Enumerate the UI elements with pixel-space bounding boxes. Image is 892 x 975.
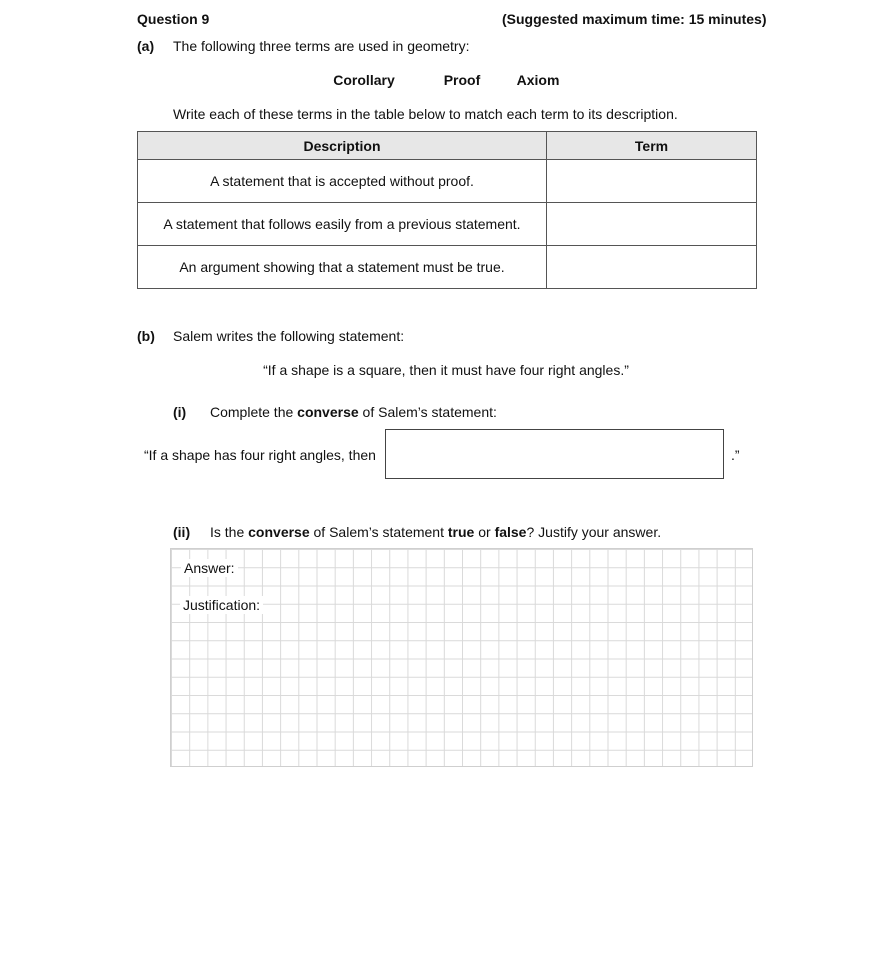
part-ii-converse-word: converse (248, 524, 310, 540)
description-cell: A statement that is accepted without proof. (138, 160, 547, 203)
converse-sentence-start: “If a shape has four right angles, then (144, 447, 376, 463)
part-b-intro: Salem writes the following statement: (173, 328, 405, 344)
part-b-marker: (b) (137, 328, 155, 344)
table-row (138, 246, 757, 289)
table-header-row (138, 132, 757, 160)
table-row (138, 160, 757, 203)
part-a-marker: (a) (137, 38, 155, 54)
term-answer-cell[interactable] (547, 160, 757, 203)
part-i-marker: (i) (173, 404, 187, 420)
converse-sentence-end: .” (731, 447, 740, 463)
part-ii-prompt (210, 524, 661, 540)
suggested-time: (Suggested maximum time: 15 minutes) (502, 11, 767, 27)
part-ii-text-2: of Salem’s statement (309, 524, 448, 540)
description-cell: A statement that follows easily from a previous statement. (138, 203, 547, 246)
part-i-text-after: of Salem’s statement: (358, 404, 497, 420)
description-cell: An argument showing that a statement must be true. (138, 246, 547, 289)
part-ii-true-word: true (447, 524, 475, 540)
term-axiom: Axiom (516, 72, 560, 88)
part-ii-false-word: false (494, 524, 527, 540)
part-a-intro: The following three terms are used in geometry: (173, 38, 470, 54)
term-answer-cell[interactable] (547, 246, 757, 289)
part-ii-text-4: ? Justify your answer. (526, 524, 662, 540)
part-i-text-before: Complete the (210, 404, 298, 420)
justification-label: Justification: (180, 596, 263, 614)
part-a-instruction: Write each of these terms in the table below to match each term to its description. (173, 106, 678, 122)
question-number: Question 9 (137, 11, 210, 27)
part-i-prompt (210, 404, 497, 420)
answer-grid[interactable] (170, 548, 753, 767)
term-proof: Proof (443, 72, 481, 88)
converse-answer-box[interactable] (385, 429, 724, 479)
term-corollary: Corollary (333, 72, 395, 88)
part-i-converse-word: converse (297, 404, 359, 420)
terms-table (137, 131, 757, 289)
term-answer-cell[interactable] (547, 203, 757, 246)
part-ii-text-3: or (474, 524, 495, 540)
part-ii-text-1: Is the (210, 524, 249, 540)
table-row (138, 203, 757, 246)
answer-label: Answer: (181, 559, 238, 577)
salem-statement: “If a shape is a square, then it must have four right angles.” (263, 362, 629, 378)
part-ii-marker: (ii) (173, 524, 191, 540)
header-description: Description (138, 132, 547, 160)
header-term: Term (547, 132, 757, 160)
